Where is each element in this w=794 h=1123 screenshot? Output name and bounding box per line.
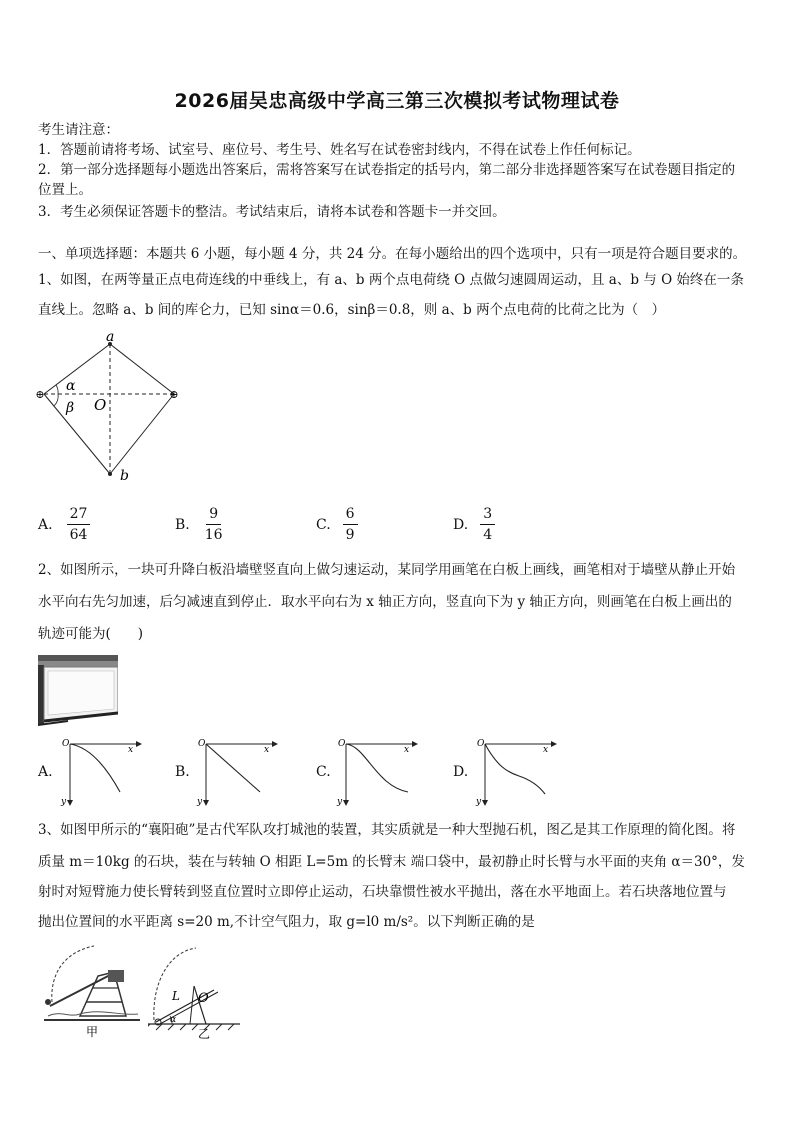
whiteboard-image bbox=[38, 655, 118, 727]
fraction: $\frac{9}{16}$ bbox=[204, 506, 223, 543]
notice-heading: 考生请注意： bbox=[38, 122, 119, 138]
q2-option-d-graph[interactable] bbox=[475, 736, 559, 808]
q2-option-a-graph[interactable] bbox=[60, 736, 144, 808]
svg-text:x: x bbox=[543, 745, 549, 755]
q1-option-b[interactable]: B. $\frac{9}{16}$ bbox=[175, 504, 226, 545]
q1-option-a[interactable]: A. $\frac{27}{64}$ bbox=[38, 504, 90, 545]
fraction: $\frac{6}{9}$ bbox=[343, 504, 358, 545]
notice-item-2: 2．第一部分选择题每小题选出答案后，需将答案写在试卷指定的括号内，第二部分非选择题答案写在试卷题目指定的 bbox=[38, 162, 736, 178]
svg-text:O: O bbox=[338, 739, 346, 749]
q2-option-c-graph[interactable] bbox=[336, 736, 420, 808]
label-a: a bbox=[106, 329, 115, 345]
svg-text:y: y bbox=[337, 797, 343, 807]
q2-option-a-label[interactable]: A. bbox=[38, 764, 53, 780]
svg-text:x: x bbox=[264, 745, 270, 755]
notice-item-1: 1．答题前请将考场、试室号、座位号、考生号、姓名写在试卷密封线内，不得在试卷上作任何标记。 bbox=[38, 142, 641, 158]
q1-option-d[interactable]: D. $\frac{3}{4}$ bbox=[453, 504, 495, 545]
q2-text-2: 水平向右先匀加速，后匀减速直到停止．取水平向右为 x 轴正方向，竖直向下为 y 轴正方向，则画笔在白板上画出的 bbox=[38, 594, 732, 610]
q2-option-b-graph[interactable] bbox=[196, 736, 280, 808]
notice-item-2-cont: 位置上。 bbox=[38, 182, 92, 198]
svg-text:x: x bbox=[128, 745, 134, 755]
q1-option-c[interactable]: C. $\frac{6}{9}$ bbox=[316, 504, 358, 545]
label-alpha: α bbox=[66, 378, 76, 394]
label-b: b bbox=[120, 468, 129, 484]
fraction: $\frac{3}{4}$ bbox=[480, 504, 495, 545]
section-heading: 一、单项选择题：本题共 6 小题，每小题 4 分，共 24 分。在每小题给出的四个选项中，只有一项是符合题目要求的。 bbox=[38, 246, 747, 262]
svg-text:y: y bbox=[197, 797, 203, 807]
q3-text-4: 抛出位置间的水平距离 s=20 m,不计空气阻力，取 g=l0 m/s²。以下判断正确的是 bbox=[38, 914, 535, 930]
label-alpha-schematic: α bbox=[170, 1015, 177, 1025]
right-charge-plus: ⊕ bbox=[169, 388, 179, 401]
label-L: L bbox=[172, 989, 180, 1003]
label-jia: 甲 bbox=[86, 1025, 99, 1039]
q1-charge-diagram bbox=[34, 328, 184, 488]
q2-option-d-label[interactable]: D. bbox=[453, 764, 469, 780]
notice-item-3: 3．考生必须保证答题卡的整洁。考试结束后，请将本试卷和答题卡一并交回。 bbox=[38, 204, 506, 220]
svg-text:y: y bbox=[61, 797, 67, 807]
trebuchet-picture bbox=[40, 944, 148, 1040]
trebuchet-schematic bbox=[148, 944, 244, 1040]
svg-text:O: O bbox=[198, 739, 206, 749]
q2-text-1: 2、如图所示，一块可升降白板沿墙壁竖直向上做匀速运动，某同学用画笔在白板上画线，画笔相对于墙壁从静止开始 bbox=[38, 562, 736, 578]
svg-text:x: x bbox=[404, 745, 410, 755]
fraction: $\frac{27}{64}$ bbox=[67, 504, 91, 545]
q2-text-3: 轨迹可能为( ) bbox=[38, 626, 144, 642]
left-charge-plus: ⊕ bbox=[35, 388, 45, 401]
svg-text:O: O bbox=[62, 739, 70, 749]
q1-text-1: 1、如图，在两等量正点电荷连线的中垂线上，有 a、b 两个点电荷绕 O 点做匀速圆周运动，且 a、b 与 O 始终在一条 bbox=[38, 272, 744, 288]
svg-text:O: O bbox=[477, 739, 485, 749]
page-title: 2026届吴忠高级中学高三第三次模拟考试物理试卷 bbox=[174, 90, 620, 112]
label-o: O bbox=[94, 396, 107, 414]
label-beta: β bbox=[66, 400, 75, 416]
label-O-schematic: O bbox=[198, 991, 209, 1006]
q1-text-2: 直线上。忽略 a、b 间的库仑力，已知 sinα＝0.6，sinβ＝0.8，则 a、b 两个点电荷的比荷之比为（ ） bbox=[38, 302, 666, 318]
q2-option-b-label[interactable]: B. bbox=[175, 764, 190, 780]
svg-text:y: y bbox=[476, 797, 482, 807]
label-yi: 乙 bbox=[198, 1027, 211, 1040]
q3-text-1: 3、如图甲所示的“襄阳砲”是古代军队攻打城池的装置，其实质就是一种大型抛石机，图乙是其工作原理的简化图。将 bbox=[38, 822, 736, 838]
q3-text-3: 射时对短臂施力使长臂转到竖直位置时立即停止运动，石块靠惯性被水平抛出，落在水平地面上。若石块落地位置与 bbox=[38, 884, 727, 900]
q2-option-c-label[interactable]: C. bbox=[316, 764, 331, 780]
q3-text-2: 质量 m＝10kg 的石块，装在与转轴 O 相距 L=5m 的长臂末 端口袋中，最初静止时长臂与水平面的夹角 α＝30°，发 bbox=[38, 854, 745, 870]
